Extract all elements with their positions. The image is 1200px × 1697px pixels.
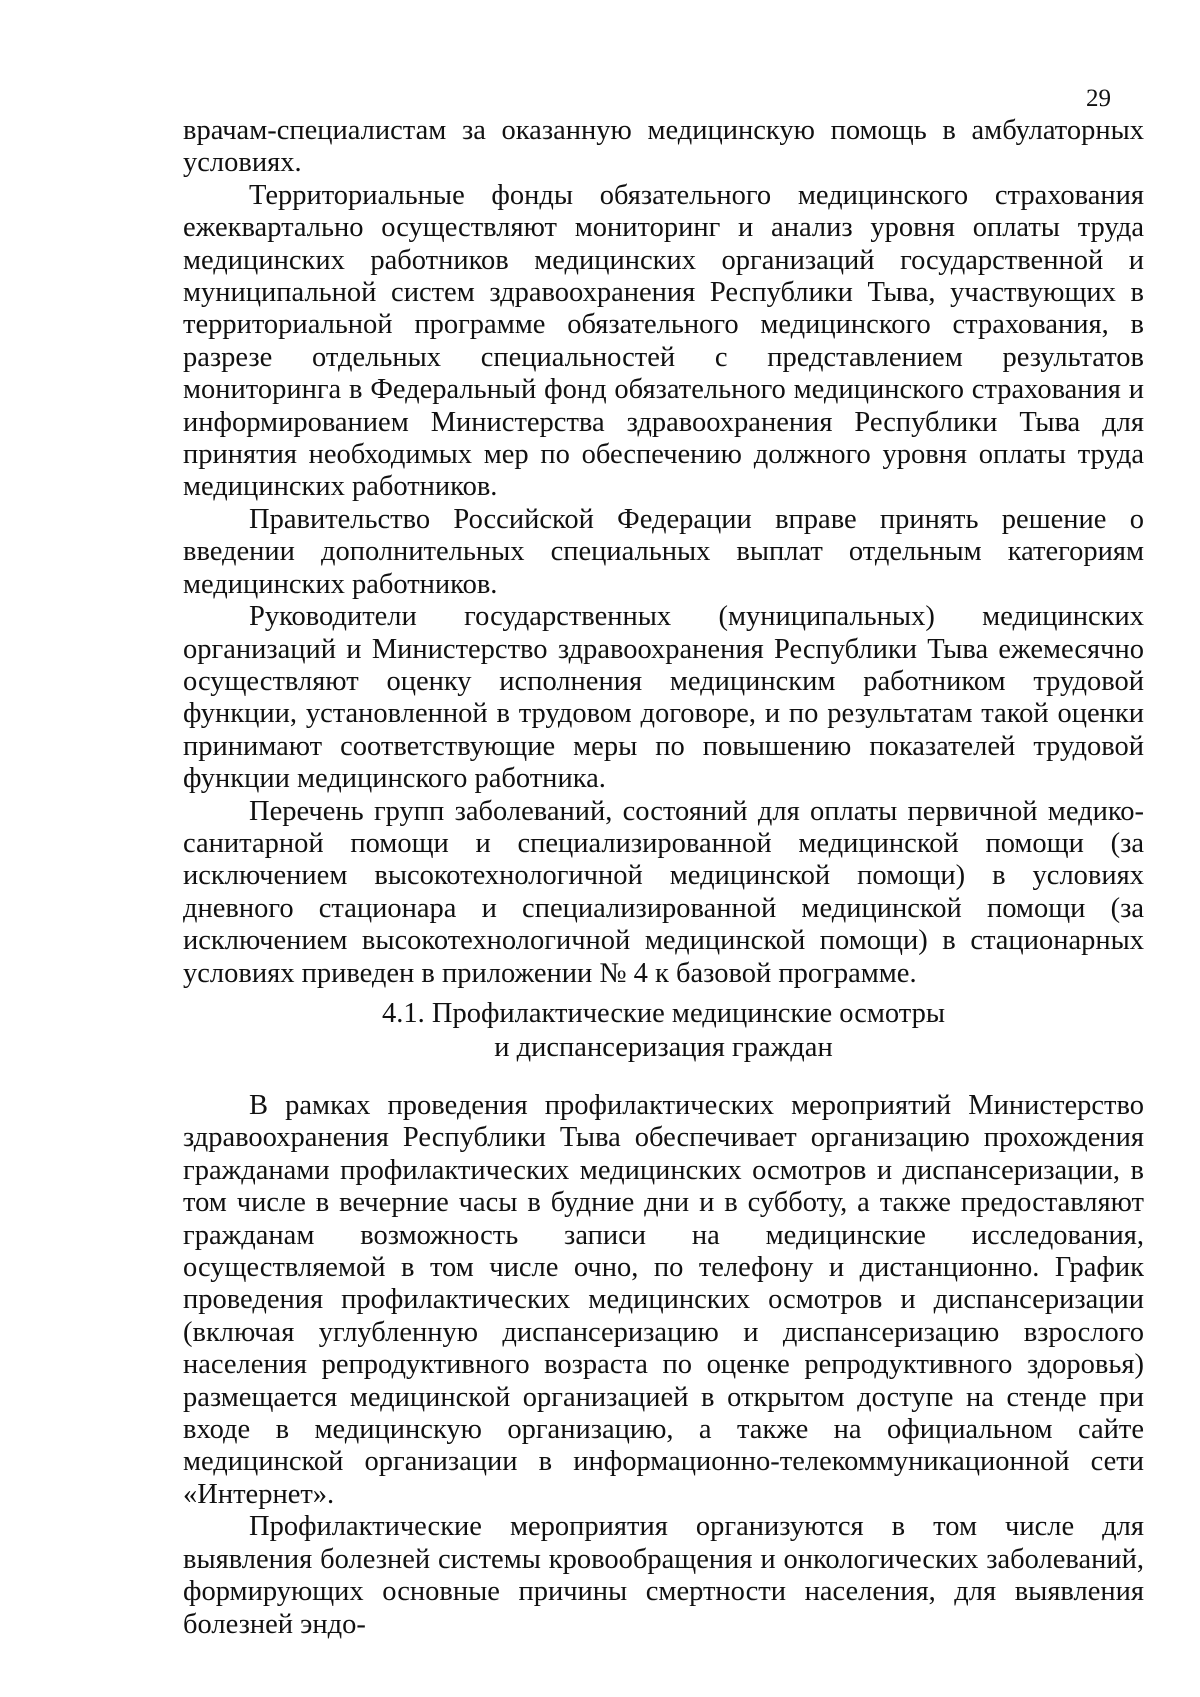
paragraph-preventive-measures: В рамках проведения профилактических мероприятий Министерство здравоохранения Республики Тыва обеспечивает организацию прохождения гражданами профилактических медицинских осмотров и диспансеризации, в том числе в вечерние часы в будние дни и в субботу, а также предоставляют гражданам возможность записи на медицинские исследования, осуществляемой в том числе очно, по телефону и дистанционно. График проведения профилактических медицинских осмотров и диспансеризации (включая углубленную диспансеризацию и диспансеризацию взрослого населения репродуктивного возраста по оценке репродуктивного здоровья) размещается медицинской организацией в открытом доступе на стенде при входе в медицинскую организацию, а также на официальном сайте медицинской организации в информационно-телекоммуникационной сети «Интернет». [183, 1090, 1144, 1510]
section-heading [183, 997, 1144, 1065]
paragraph-monitoring: Территориальные фонды обязательного медицинского страхования ежеквартально осуществляют мониторинг и анализ уровня оплаты труда медицинских работников медицинских организаций государственной и муниципальной систем здравоохранения Республики Тыва, участвующих в территориальной программе обязательного медицинского страхования, в разрезе отдельных специальностей с представлением результатов мониторинга в Федеральный фонд обязательного медицинского страхования и информированием Министерства здравоохранения Республики Тыва для принятия необходимых мер по обеспечению должного уровня оплаты труда медицинских работников. [183, 179, 1144, 503]
body-text-before-heading [183, 115, 1144, 990]
paragraph-preventive-organization: Профилактические мероприятия организуются в том числе для выявления болезней системы кровообращения и онкологических заболеваний, формирующих основные причины смертности населения, для выявления болезней эндо- [183, 1511, 1144, 1640]
paragraph-continuation: врачам-специалистам за оказанную медицинскую помощь в амбулаторных условиях. [183, 115, 1144, 179]
body-text-after-heading [183, 1090, 1144, 1641]
page-number: 29 [1086, 85, 1111, 112]
paragraph-government-decision: Правительство Российской Федерации вправе принять решение о введении дополнительных специальных выплат отдельным категориям медицинских работников. [183, 503, 1144, 600]
section-heading-line-1: 4.1. Профилактические медицинские осмотры [381, 998, 945, 1029]
section-heading-line-2: и диспансеризация граждан [494, 1032, 833, 1063]
paragraph-managers-evaluation: Руководители государственных (муниципальных) медицинских организаций и Министерство здравоохранения Республики Тыва ежемесячно осуществляют оценку исполнения медицинским работником трудовой функции, установленной в трудовом договоре, и по результатам такой оценки принимают соответствующие меры по повышению показателей трудовой функции медицинского работника. [183, 601, 1144, 795]
paragraph-disease-groups: Перечень групп заболеваний, состояний для оплаты первичной медико-санитарной помощи и специализированной медицинской помощи (за исключением высокотехнологичной медицинской помощи) в условиях дневного стационара и специализированной медицинской помощи (за исключением высокотехнологичной медицинской помощи) в стационарных условиях приведен в приложении № 4 к базовой программе. [183, 795, 1144, 989]
